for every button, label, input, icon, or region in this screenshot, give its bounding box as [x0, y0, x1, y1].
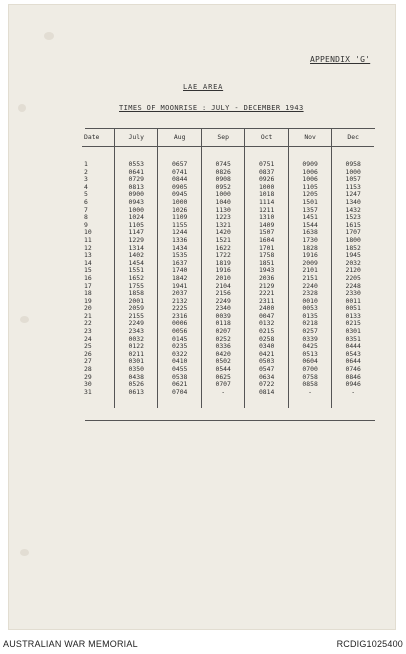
cell-dec: 0011 [332, 298, 374, 306]
table-body [82, 147, 374, 409]
cell-aug: 0056 [158, 328, 201, 336]
cell-sep: 1130 [201, 207, 244, 215]
cell-oct: 1507 [245, 229, 288, 237]
cell-date: 28 [84, 365, 92, 374]
cell-oct: 1851 [245, 260, 288, 268]
cell-sep: 1916 [201, 267, 244, 275]
cell-july: 0943 [115, 199, 158, 207]
cell-july: 1755 [115, 283, 158, 291]
cell-dec: 1707 [332, 229, 374, 237]
footer-record-id: RCDIG1025400 [336, 639, 403, 649]
cell-sep: 1040 [201, 199, 244, 207]
cell-aug: 1000 [158, 199, 201, 207]
cell-date: 18 [84, 289, 92, 298]
cell-oct: 1114 [245, 199, 288, 207]
cell-aug: 0538 [158, 374, 201, 382]
cell-aug: 1336 [158, 237, 201, 245]
cell-dec: 1523 [332, 214, 374, 222]
cell-date: 26 [84, 349, 92, 358]
cell-oct: 1000 [245, 184, 288, 192]
cell-july: 1000 [115, 207, 158, 215]
cell-dec: 1153 [332, 184, 374, 192]
cell-nov: 0858 [288, 381, 331, 389]
cell-date: 30 [84, 380, 92, 389]
cell-nov: 0339 [288, 336, 331, 344]
cell-july: 2343 [115, 328, 158, 336]
cell-aug: 0704 [158, 389, 201, 397]
cell-nov: 1916 [288, 252, 331, 260]
cell-aug: 1740 [158, 267, 201, 275]
cell-july: 0350 [115, 366, 158, 374]
cell-aug: 0322 [158, 351, 201, 359]
cell-nov: 2328 [288, 290, 331, 298]
cell-oct: 0634 [245, 374, 288, 382]
moonrise-table-wrapper [82, 128, 374, 408]
cell-july: 0813 [115, 184, 158, 192]
cell-aug: 0410 [158, 358, 201, 366]
cell-aug: 1842 [158, 275, 201, 283]
cell-nov: 1006 [288, 169, 331, 177]
cell-july: 0900 [115, 191, 158, 199]
cell-nov: 1501 [288, 199, 331, 207]
cell-oct: 2221 [245, 290, 288, 298]
cell-aug: 0006 [158, 320, 201, 328]
cell-sep: 2104 [201, 283, 244, 291]
cell-oct: 0837 [245, 169, 288, 177]
table-spacer-row [82, 147, 374, 162]
column-header-july: July [115, 128, 158, 147]
cell-nov: 1544 [288, 222, 331, 230]
cell-july: 1229 [115, 237, 158, 245]
cell-nov: 1828 [288, 245, 331, 253]
cell-nov: 0053 [288, 305, 331, 313]
cell-july: 0729 [115, 176, 158, 184]
cell-dec: 1945 [332, 252, 374, 260]
cell-aug: 0844 [158, 176, 201, 184]
cell-july: 2059 [115, 305, 158, 313]
cell-nov: 0909 [288, 161, 331, 169]
cell-date: 27 [84, 357, 92, 366]
cell-nov: - [288, 389, 331, 397]
table-subtitle: TIMES OF MOONRISE : JULY - DECEMBER 1943 [119, 104, 304, 112]
cell-nov: 0425 [288, 343, 331, 351]
cell-sep: 0118 [201, 320, 244, 328]
cell-july: 0032 [115, 336, 158, 344]
cell-july: 0553 [115, 161, 158, 169]
cell-date: 11 [84, 235, 92, 244]
cell-july: 0301 [115, 358, 158, 366]
cell-dec: 2330 [332, 290, 374, 298]
cell-nov: 1730 [288, 237, 331, 245]
cell-july: 0526 [115, 381, 158, 389]
cell-sep: 1622 [201, 245, 244, 253]
cell-july: 1402 [115, 252, 158, 260]
cell-aug: 1026 [158, 207, 201, 215]
cell-sep: 0420 [201, 351, 244, 359]
cell-oct: 0132 [245, 320, 288, 328]
cell-dec: 0543 [332, 351, 374, 359]
cell-date: 25 [84, 342, 92, 351]
cell-oct: 1211 [245, 207, 288, 215]
cell-aug: 0905 [158, 184, 201, 192]
cell-nov: 0758 [288, 374, 331, 382]
cell-oct: 0814 [245, 389, 288, 397]
cell-july: 1551 [115, 267, 158, 275]
cell-sep: 0544 [201, 366, 244, 374]
cell-aug: 0621 [158, 381, 201, 389]
cell-dec: 1800 [332, 237, 374, 245]
cell-july: 1858 [115, 290, 158, 298]
cell-dec: 0644 [332, 358, 374, 366]
table-bottom-rule [85, 420, 375, 421]
cell-date: 19 [84, 296, 92, 305]
cell-nov: 0135 [288, 313, 331, 321]
cell-date: 10 [84, 228, 92, 237]
cell-nov: 1205 [288, 191, 331, 199]
cell-july: 1454 [115, 260, 158, 268]
cell-date: 16 [84, 273, 92, 282]
cell-july: 1105 [115, 222, 158, 230]
cell-aug: 0741 [158, 169, 201, 177]
cell-dec: 0215 [332, 320, 374, 328]
cell-aug: 0945 [158, 191, 201, 199]
footer-institution: AUSTRALIAN WAR MEMORIAL [3, 639, 138, 649]
cell-oct: 0340 [245, 343, 288, 351]
cell-aug: 2037 [158, 290, 201, 298]
cell-july: 1024 [115, 214, 158, 222]
cell-oct: 1943 [245, 267, 288, 275]
column-header-nov: Nov [288, 128, 331, 147]
cell-july: 2001 [115, 298, 158, 306]
cell-nov: 0513 [288, 351, 331, 359]
table-spacer-row [82, 396, 374, 408]
cell-dec: 1247 [332, 191, 374, 199]
table-row [82, 381, 374, 389]
cell-july: 1147 [115, 229, 158, 237]
column-header-dec: Dec [332, 128, 374, 147]
cell-july: 2155 [115, 313, 158, 321]
cell-date: 13 [84, 251, 92, 260]
cell-sep: 1722 [201, 252, 244, 260]
cell-oct: 0926 [245, 176, 288, 184]
table-header-row [82, 128, 374, 147]
cell-dec: 0051 [332, 305, 374, 313]
cell-sep: 2340 [201, 305, 244, 313]
cell-date: 7 [84, 205, 88, 214]
cell-oct: 2036 [245, 275, 288, 283]
cell-date: 20 [84, 304, 92, 313]
cell-dec: 2032 [332, 260, 374, 268]
cell-date: 23 [84, 327, 92, 336]
cell-date: 12 [84, 243, 92, 252]
cell-date: 24 [84, 334, 92, 343]
cell-date: 2 [84, 167, 88, 176]
column-header-sep: Sep [201, 128, 244, 147]
cell-nov: 0604 [288, 358, 331, 366]
cell-nov: 2101 [288, 267, 331, 275]
cell-oct: 0421 [245, 351, 288, 359]
cell-aug: 1637 [158, 260, 201, 268]
cell-oct: 0751 [245, 161, 288, 169]
cell-oct: 0722 [245, 381, 288, 389]
cell-july: 0122 [115, 343, 158, 351]
cell-aug: 0455 [158, 366, 201, 374]
cell-nov: 1451 [288, 214, 331, 222]
footer-bar [0, 630, 406, 654]
column-header-aug: Aug [158, 128, 201, 147]
cell-oct: 0215 [245, 328, 288, 336]
cell-oct: 1758 [245, 252, 288, 260]
cell-aug: 0657 [158, 161, 201, 169]
cell-aug: 2132 [158, 298, 201, 306]
cell-dec: 0746 [332, 366, 374, 374]
cell-sep: 1321 [201, 222, 244, 230]
cell-sep: - [201, 389, 244, 397]
cell-nov: 0218 [288, 320, 331, 328]
table-row [82, 389, 374, 397]
cell-aug: 2225 [158, 305, 201, 313]
cell-dec: 0133 [332, 313, 374, 321]
cell-aug: 1941 [158, 283, 201, 291]
cell-oct: 0258 [245, 336, 288, 344]
cell-date: 5 [84, 190, 88, 199]
cell-aug: 1155 [158, 222, 201, 230]
cell-dec: 1432 [332, 207, 374, 215]
cell-date: 14 [84, 258, 92, 267]
moonrise-table [82, 128, 374, 408]
cell-aug: 1434 [158, 245, 201, 253]
cell-dec: 0846 [332, 374, 374, 382]
cell-date: 9 [84, 220, 88, 229]
cell-oct: 2129 [245, 283, 288, 291]
cell-aug: 1109 [158, 214, 201, 222]
cell-oct: 2311 [245, 298, 288, 306]
cell-sep: 0625 [201, 374, 244, 382]
cell-dec: 2205 [332, 275, 374, 283]
cell-sep: 0502 [201, 358, 244, 366]
cell-nov: 2009 [288, 260, 331, 268]
area-title: LAE AREA [183, 83, 224, 91]
cell-date: 17 [84, 281, 92, 290]
cell-july: 0211 [115, 351, 158, 359]
cell-sep: 0207 [201, 328, 244, 336]
cell-dec: 2120 [332, 267, 374, 275]
paper-stain [44, 32, 54, 40]
cell-oct: 0503 [245, 358, 288, 366]
cell-sep: 2156 [201, 290, 244, 298]
cell-sep: 2249 [201, 298, 244, 306]
cell-nov: 2151 [288, 275, 331, 283]
cell-dec: 0351 [332, 336, 374, 344]
cell-aug: 2316 [158, 313, 201, 321]
appendix-label: APPENDIX 'G' [310, 55, 371, 64]
cell-july: 0613 [115, 389, 158, 397]
cell-dec: 1057 [332, 176, 374, 184]
cell-dec: 1000 [332, 169, 374, 177]
cell-nov: 2240 [288, 283, 331, 291]
cell-nov: 0010 [288, 298, 331, 306]
cell-date: 6 [84, 197, 88, 206]
cell-dec: 1615 [332, 222, 374, 230]
cell-date: 31 [84, 387, 92, 396]
cell-dec: 0444 [332, 343, 374, 351]
cell-july: 1652 [115, 275, 158, 283]
cell-nov: 1357 [288, 207, 331, 215]
column-header-date: Date [82, 128, 115, 147]
cell-nov: 0257 [288, 328, 331, 336]
cell-dec: 1340 [332, 199, 374, 207]
cell-oct: 1604 [245, 237, 288, 245]
cell-sep: 1420 [201, 229, 244, 237]
cell-sep: 0952 [201, 184, 244, 192]
cell-aug: 1535 [158, 252, 201, 260]
cell-oct: 0547 [245, 366, 288, 374]
cell-date: 29 [84, 372, 92, 381]
cell-sep: 0336 [201, 343, 244, 351]
cell-nov: 0700 [288, 366, 331, 374]
cell-oct: 1018 [245, 191, 288, 199]
cell-aug: 0235 [158, 343, 201, 351]
cell-sep: 2010 [201, 275, 244, 283]
cell-sep: 1521 [201, 237, 244, 245]
cell-oct: 0047 [245, 313, 288, 321]
cell-dec: 0946 [332, 381, 374, 389]
cell-date: 3 [84, 175, 88, 184]
cell-sep: 0252 [201, 336, 244, 344]
cell-july: 2249 [115, 320, 158, 328]
cell-dec: 1852 [332, 245, 374, 253]
cell-oct: 1310 [245, 214, 288, 222]
cell-dec: - [332, 389, 374, 397]
cell-date: 22 [84, 319, 92, 328]
cell-july: 1314 [115, 245, 158, 253]
cell-date: 1 [84, 160, 88, 168]
cell-date: 8 [84, 213, 88, 222]
cell-nov: 1638 [288, 229, 331, 237]
cell-aug: 1244 [158, 229, 201, 237]
paper-stain [18, 104, 26, 112]
column-header-oct: Oct [245, 128, 288, 147]
paper-stain [20, 549, 29, 556]
cell-sep: 1819 [201, 260, 244, 268]
cell-oct: 1701 [245, 245, 288, 253]
cell-dec: 0301 [332, 328, 374, 336]
cell-dec: 0958 [332, 161, 374, 169]
cell-sep: 0826 [201, 169, 244, 177]
cell-sep: 1223 [201, 214, 244, 222]
cell-oct: 1409 [245, 222, 288, 230]
cell-date: 21 [84, 311, 92, 320]
cell-july: 0641 [115, 169, 158, 177]
cell-sep: 0908 [201, 176, 244, 184]
cell-date: 4 [84, 182, 88, 191]
paper-stain [20, 316, 29, 323]
cell-july: 0438 [115, 374, 158, 382]
cell-sep: 1000 [201, 191, 244, 199]
cell-oct: 2400 [245, 305, 288, 313]
cell-nov: 1006 [288, 176, 331, 184]
cell-dec: 2248 [332, 283, 374, 291]
cell-sep: 0707 [201, 381, 244, 389]
cell-nov: 1105 [288, 184, 331, 192]
cell-sep: 0039 [201, 313, 244, 321]
cell-date: 15 [84, 266, 92, 275]
cell-aug: 0145 [158, 336, 201, 344]
cell-sep: 0745 [201, 161, 244, 169]
